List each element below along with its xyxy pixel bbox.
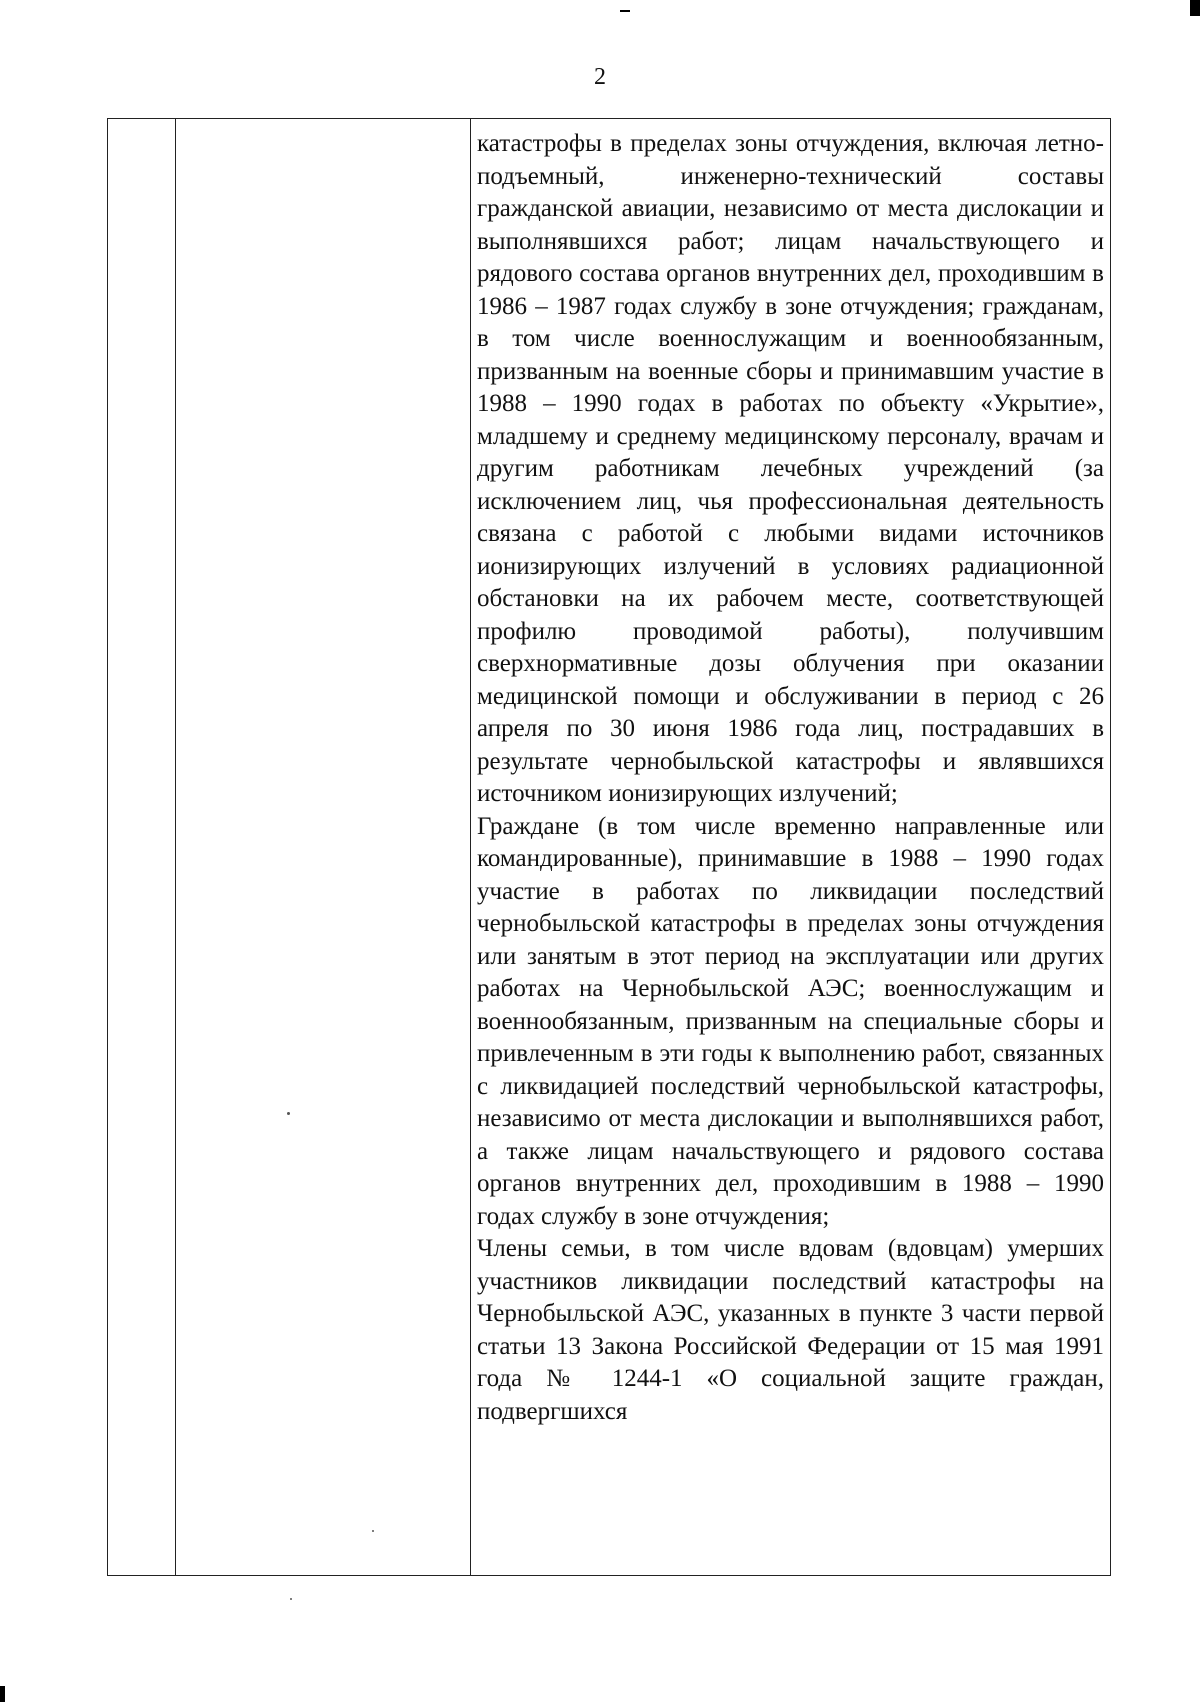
scan-dot bbox=[287, 1112, 290, 1115]
paragraph-2: Граждане (в том числе временно направленные или командированные), принимавшие в 1988 – 1990 годах участие в работах по ликвидации последствий чернобыльской катастрофы в пределах зоны отчуждения или занятым в этот период на эксплуатации или других работах на Чернобыльской АЭС; военнослужащим и военнообязанным, призванным на специальные сборы и привлеченным в эти годы к выполнению работ, связанных с ликвидацией последствий чернобыльской катастрофы, независимо от места дислокации и выполнявшихся работ, а также лицам начальствующего и рядового состава органов внутренних дел, проходившим в 1988 – 1990 годах службу в зоне отчуждения; bbox=[477, 812, 1104, 1230]
paragraph-3: Члены семьи, в том числе вдовам (вдовцам) умерших участников ликвидации последствий катастрофы на Чернобыльской АЭС, указанных в пункте 3 части первой статьи 13 Закона Российской Федерации от 15 мая 1991 года № 1244-1 «О социальной защите граждан, подвергшихся bbox=[477, 1235, 1104, 1425]
table-cell-number bbox=[108, 119, 176, 1576]
description-text bbox=[471, 119, 1110, 1428]
scan-mark-corner-left bbox=[0, 1686, 5, 1702]
table-row bbox=[108, 119, 1111, 1576]
document-table bbox=[107, 118, 1111, 1576]
scan-mark-top bbox=[620, 10, 630, 12]
scan-dot bbox=[290, 1598, 292, 1600]
page-number: 2 bbox=[594, 64, 606, 90]
scan-dot bbox=[372, 1530, 374, 1532]
table-cell-description bbox=[471, 119, 1111, 1576]
table-cell-category bbox=[176, 119, 471, 1576]
paragraph-1: катастрофы в пределах зоны отчуждения, включая летно-подъемный, инженерно-технический составы гражданской авиации, независимо от места дислокации и выполнявшихся работ; лицам начальствующего и рядового состава органов внутренних дел, проходившим в 1986 – 1987 годах службу в зоне отчуждения; гражданам, в том числе военнослужащим и военнообязанным, призванным на военные сборы и принимавшим участие в 1988 – 1990 годах в работах по объекту «Укрытие», младшему и среднему медицинскому персоналу, врачам и другим работникам лечебных учреждений (за исключением лиц, чья профессиональная деятельность связана с работой с любыми видами источников ионизирующих излучений в условиях радиационной обстановки на их рабочем месте, соответствующей профилю проводимой работы), получившим сверхнормативные дозы облучения при оказании медицинской помощи и обслуживании в период с 26 апреля по 30 июня 1986 года лиц, пострадавших в результате чернобыльской катастрофы и являвшихся источником ионизирующих излучений; bbox=[477, 130, 1104, 807]
scan-mark-corner-right bbox=[1190, 0, 1200, 16]
